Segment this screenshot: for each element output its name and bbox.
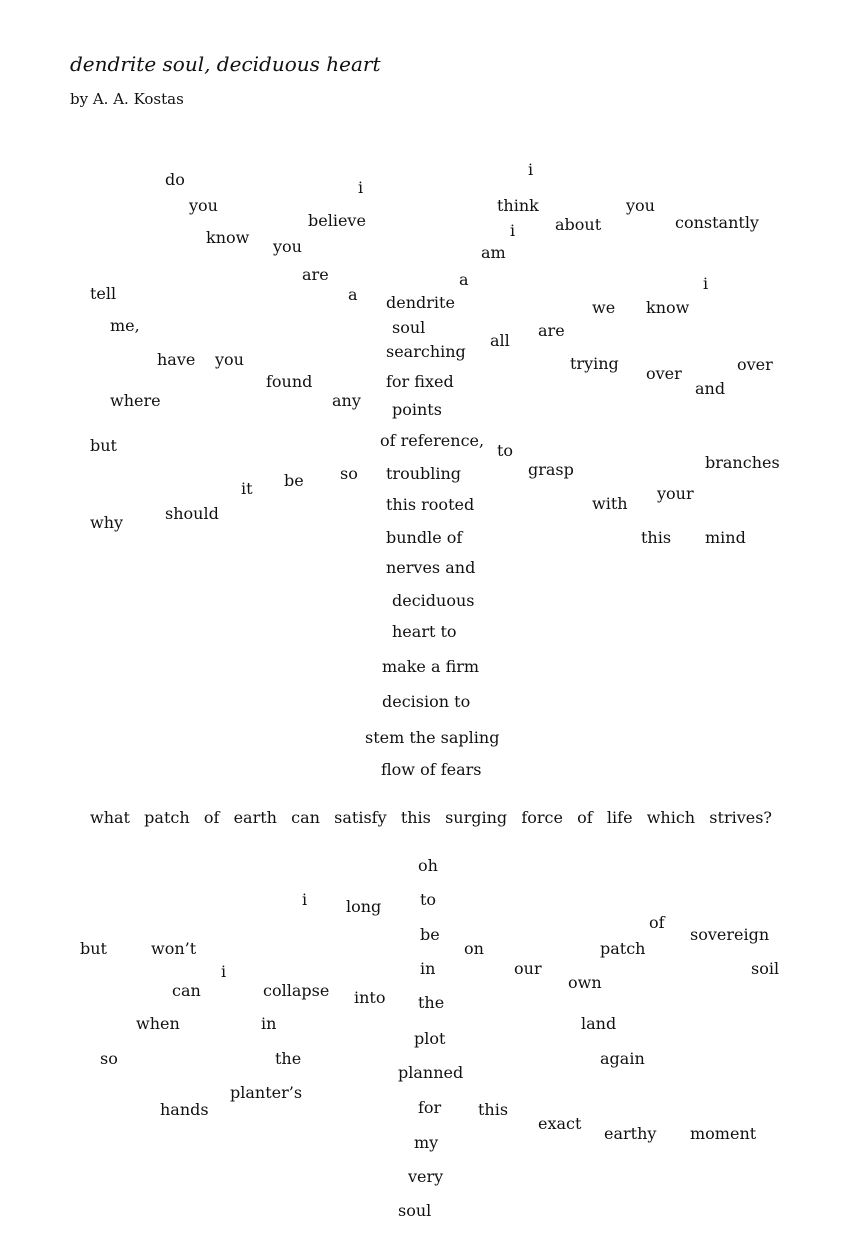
- poem-word: points: [392, 400, 442, 419]
- poem-word: deciduous: [392, 591, 475, 610]
- poem-word: i: [510, 221, 516, 240]
- line-word: this: [400, 808, 431, 827]
- poem-word: am: [481, 243, 506, 262]
- poem-word: you: [189, 196, 218, 215]
- poem-word: in: [420, 959, 436, 978]
- poem-word: this rooted: [386, 495, 475, 514]
- poem-word: know: [646, 298, 690, 317]
- poem-word: for: [418, 1098, 442, 1117]
- poem-word: branches: [705, 453, 780, 472]
- poem-word: a: [459, 270, 469, 289]
- poem-word: we: [592, 298, 616, 317]
- poem-word: you: [273, 237, 302, 256]
- poem-word: oh: [418, 856, 438, 875]
- poem-word: planter’s: [230, 1083, 303, 1102]
- poem-word: moment: [690, 1124, 757, 1143]
- poem-word: again: [600, 1049, 645, 1068]
- line-word: which: [646, 808, 696, 827]
- poem-word: won’t: [151, 939, 197, 958]
- poem-word: with: [592, 494, 628, 513]
- poem-word: have: [157, 350, 196, 369]
- poem-word: over: [646, 364, 682, 383]
- poem-word: on: [464, 939, 484, 958]
- poem-word: of: [649, 913, 665, 932]
- line-word: earth: [233, 808, 277, 827]
- poem-word: grasp: [528, 460, 574, 479]
- poem-word: dendrite: [386, 293, 455, 312]
- poem-word: be: [284, 471, 304, 490]
- poem-word: i: [703, 274, 709, 293]
- poem-word: make a firm: [382, 657, 480, 676]
- line-word: what: [90, 808, 130, 827]
- poem-word: very: [408, 1167, 444, 1186]
- poem-word: of reference,: [380, 431, 485, 450]
- poem-word: collapse: [263, 981, 330, 1000]
- poem-word: into: [354, 988, 386, 1007]
- poem-word: own: [568, 973, 602, 992]
- poem-word: you: [626, 196, 655, 215]
- poem-word: the: [275, 1049, 302, 1068]
- poem-word: hands: [160, 1100, 209, 1119]
- poem-word: heart to: [392, 622, 457, 641]
- poem-word: patch: [600, 939, 646, 958]
- poem-word: troubling: [386, 464, 462, 483]
- poem-author: by A. A. Kostas: [70, 90, 184, 108]
- poem-word: flow of fears: [381, 760, 482, 779]
- poem-word: why: [90, 513, 124, 532]
- poem-word: should: [165, 504, 219, 523]
- poem-word: any: [332, 391, 361, 410]
- line-word: strives?: [709, 808, 772, 827]
- poem-word: where: [110, 391, 161, 410]
- poem-word: sovereign: [690, 925, 770, 944]
- poem-word: soul: [392, 318, 426, 337]
- poem-word: about: [555, 215, 602, 234]
- poem-word: stem the sapling: [365, 728, 500, 747]
- poem-word: for fixed: [386, 372, 454, 391]
- poem-word: earthy: [604, 1124, 657, 1143]
- poem-word: over: [737, 355, 773, 374]
- poem-word: bundle of: [386, 528, 463, 547]
- poem-word: but: [90, 436, 117, 455]
- line-word: of: [203, 808, 220, 827]
- line-word: life: [606, 808, 633, 827]
- poem-center-line: [90, 808, 772, 828]
- poem-word: mind: [705, 528, 746, 547]
- poem-word: know: [206, 228, 250, 247]
- poem-word: decision to: [382, 692, 471, 711]
- poem-word: when: [136, 1014, 180, 1033]
- line-word: satisfy: [334, 808, 387, 827]
- line-word: surging: [445, 808, 508, 827]
- poem-word: trying: [570, 354, 619, 373]
- poem-word: our: [514, 959, 542, 978]
- poem-word: long: [346, 897, 382, 916]
- poem-word: to: [420, 890, 437, 909]
- poem-word: but: [80, 939, 107, 958]
- poem-word: are: [538, 321, 565, 340]
- poem-word: all: [490, 331, 510, 350]
- poem-word: found: [266, 372, 313, 391]
- poem-word: a: [348, 285, 358, 304]
- poem-word: you: [215, 350, 244, 369]
- poem-word: so: [100, 1049, 118, 1068]
- poem-word: your: [657, 484, 694, 503]
- poem-word: do: [165, 170, 185, 189]
- poem-word: soul: [398, 1201, 432, 1220]
- poem-title: dendrite soul, deciduous heart: [70, 52, 381, 76]
- poem-word: think: [497, 196, 539, 215]
- line-word: force: [521, 808, 563, 827]
- poem-word: the: [418, 993, 445, 1012]
- poem-word: can: [172, 981, 201, 1000]
- poem-word: constantly: [675, 213, 759, 232]
- poem-word: i: [358, 178, 364, 197]
- poem-word: in: [261, 1014, 277, 1033]
- poem-word: soil: [751, 959, 780, 978]
- poem-word: tell: [90, 284, 117, 303]
- poem-word: planned: [398, 1063, 464, 1082]
- poem-word: nerves and: [386, 558, 476, 577]
- poem-word: believe: [308, 211, 366, 230]
- poem-word: it: [241, 479, 253, 498]
- poem-word: are: [302, 265, 329, 284]
- poem-word: this: [478, 1100, 509, 1119]
- poem-word: this: [641, 528, 672, 547]
- poem-word: plot: [414, 1029, 446, 1048]
- poem-word: so: [340, 464, 358, 483]
- line-word: patch: [144, 808, 190, 827]
- poem-word: searching: [386, 342, 466, 361]
- line-word: of: [577, 808, 593, 827]
- poem-word: i: [302, 890, 308, 909]
- poem-word: and: [695, 379, 726, 398]
- poem-word: me,: [110, 316, 140, 335]
- poem-word: land: [581, 1014, 617, 1033]
- poem-word: exact: [538, 1114, 582, 1133]
- poem-word: to: [497, 441, 514, 460]
- poem-word: be: [420, 925, 440, 944]
- poem-word: i: [221, 962, 227, 981]
- poem-word: i: [528, 160, 534, 179]
- line-word: can: [291, 808, 320, 827]
- poem-word: my: [414, 1133, 439, 1152]
